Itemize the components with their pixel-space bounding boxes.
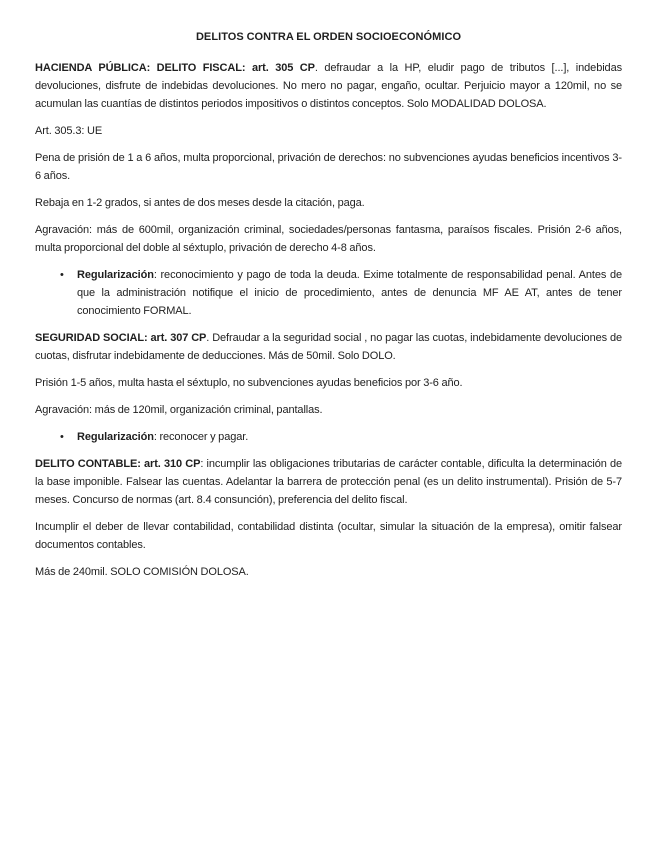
bullet-icon: •	[60, 431, 64, 443]
para-pena-307: Prisión 1-5 años, multa hasta el séxtuplo, no subvenciones ayudas beneficios por 3-6 año.	[35, 377, 463, 389]
regularizacion-305-body: : reconocimiento y pago de toda la deuda. Exime totalmente de responsabilidad penal. Antes de que la administración notifique el inicio de procedimiento, antes de denuncia MF AE AT, antes de tener conocimiento FORMAL.	[77, 269, 622, 317]
hacienda-heading-lead: HACIENDA PÚBLICA: DELITO FISCAL: art. 305 CP	[35, 62, 315, 74]
para-cuantia-contable: Más de 240mil. SOLO COMISIÓN DOLOSA.	[35, 566, 249, 578]
bullet-text-regularizacion-307	[77, 428, 622, 446]
bullet-text-regularizacion-305	[77, 266, 622, 320]
para-agravacion-305: Agravación: más de 600mil, organización criminal, sociedades/personas fantasma, paraísos fiscales. Prisión 2-6 años, multa proporcional del doble al séxtuplo, privación de derecho 4-8 años.	[35, 224, 622, 254]
regularizacion-307-lead: Regularización	[77, 431, 154, 443]
contable-heading-lead: DELITO CONTABLE: art. 310 CP	[35, 458, 201, 470]
para-art-305-3: Art. 305.3: UE	[35, 125, 103, 137]
para-contable-heading	[35, 455, 622, 509]
para-seguridad-heading	[35, 329, 622, 365]
regularizacion-305-lead: Regularización	[77, 269, 154, 281]
bullet-icon: •	[60, 269, 64, 281]
contable-heading-body: : incumplir las obligaciones tributarias de carácter contable, dificulta la determinación de la base imponible. Falsear las cuentas. Adelantar la barrera de protección penal (es un delito instrumental). Prisión de 5-7 meses. Concurso de normas (art. 8.4 consunción), preferencia del delito fiscal.	[35, 458, 622, 506]
para-pena-305: Pena de prisión de 1 a 6 años, multa proporcional, privación de derechos: no subvenciones ayudas beneficios incentivos 3-6 años.	[35, 152, 622, 182]
hacienda-heading-body: . defraudar a la HP, eludir pago de tributos [...], indebidas devoluciones, disfrute de indebidas devoluciones. No mero no pagar, engaño, ocultar. Perjuicio mayor a 120mil, no se acumulan las cuantías de distintos periodos impositivos o distintos conceptos. Solo MODALIDAD DOLOSA.	[35, 62, 622, 110]
regularizacion-307-body: : reconocer y pagar.	[153, 431, 249, 443]
para-agravacion-307: Agravación: más de 120mil, organización criminal, pantallas.	[35, 404, 323, 416]
para-rebaja-305: Rebaja en 1-2 grados, si antes de dos meses desde la citación, paga.	[35, 197, 365, 209]
seguridad-heading-body: . Defraudar a la seguridad social , no pagar las cuotas, indebidamente devoluciones de cuotas, disfrutar indebidamente de deducciones. Más de 50mil. Solo DOLO.	[35, 332, 622, 362]
seguridad-heading-lead: SEGURIDAD SOCIAL: art. 307 CP	[35, 332, 207, 344]
page-title: DELITOS CONTRA EL ORDEN SOCIOECONÓMICO	[195, 31, 462, 43]
para-incumplir-contabilidad: Incumplir el deber de llevar contabilidad, contabilidad distinta (ocultar, simular la situación de la empresa), omitir falsear documentos contables.	[35, 521, 622, 551]
bullet-item-regularizacion-307	[35, 428, 622, 446]
bullet-item-regularizacion-305	[35, 266, 622, 320]
para-hacienda-heading	[35, 59, 622, 113]
